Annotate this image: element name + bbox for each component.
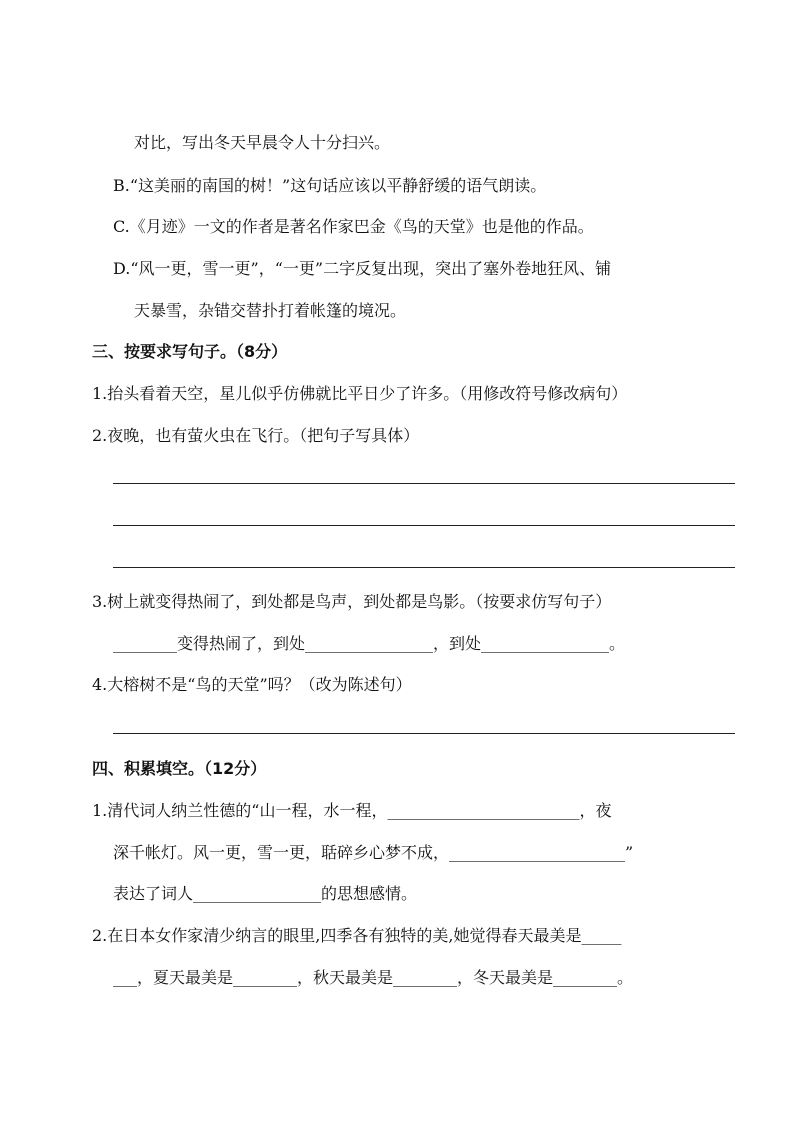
section-3-question-1: 1.抬头看着天空，星儿似乎仿佛就比平日少了许多。（用修改符号修改病句） xyxy=(92,384,628,403)
option-d-continuation: 天暴雪，杂错交替扑打着帐篷的境况。 xyxy=(134,301,407,320)
section-3-heading: 三、按要求写句子。（8分） xyxy=(92,342,288,361)
section-3-question-3-fill: ________变得热闹了，到处________________，到处________________。 xyxy=(113,634,626,653)
option-d: D.“风一更，雪一更”，“一更”二字反复出现，突出了塞外卷地狂风、铺 xyxy=(113,259,612,278)
answer-line[interactable] xyxy=(113,483,735,484)
option-b: B.“这美丽的南国的树！”这句话应该以平静舒缓的语气朗读。 xyxy=(113,176,547,195)
section-3-question-3: 3.树上就变得热闹了，到处都是鸟声，到处都是鸟影。（按要求仿写句子） xyxy=(92,592,612,611)
option-a-continuation: 对比，写出冬天早晨令人十分扫兴。 xyxy=(134,133,391,152)
section-3-question-4: 4.大榕树不是“鸟的天堂”吗？（改为陈述句） xyxy=(92,675,412,694)
section-4-question-1-line-3: 表达了词人________________的思想感情。 xyxy=(113,884,418,903)
answer-line[interactable] xyxy=(113,567,735,568)
answer-line[interactable] xyxy=(113,733,735,734)
option-c: C.《月迹》一文的作者是著名作家巴金《鸟的天堂》也是他的作品。 xyxy=(113,217,594,236)
section-4-question-1-line-2: 深千帐灯。风一更，雪一更，聒碎乡心梦不成，______________________” xyxy=(113,843,634,862)
section-4-question-2-line-2: ___，夏天最美是________，秋天最美是________，冬天最美是________。 xyxy=(113,968,634,987)
section-4-heading: 四、积累填空。（12分） xyxy=(92,759,267,778)
section-4-question-2-line-1: 2.在日本女作家清少纳言的眼里,四季各有独特的美,她觉得春天最美是_____ xyxy=(92,926,622,945)
answer-line[interactable] xyxy=(113,525,735,526)
section-3-question-2: 2.夜晚，也有萤火虫在飞行。（把句子写具体） xyxy=(92,426,420,445)
section-4-question-1-line-1: 1.清代词人纳兰性德的“山一程，水一程，________________________，夜 xyxy=(92,801,612,820)
